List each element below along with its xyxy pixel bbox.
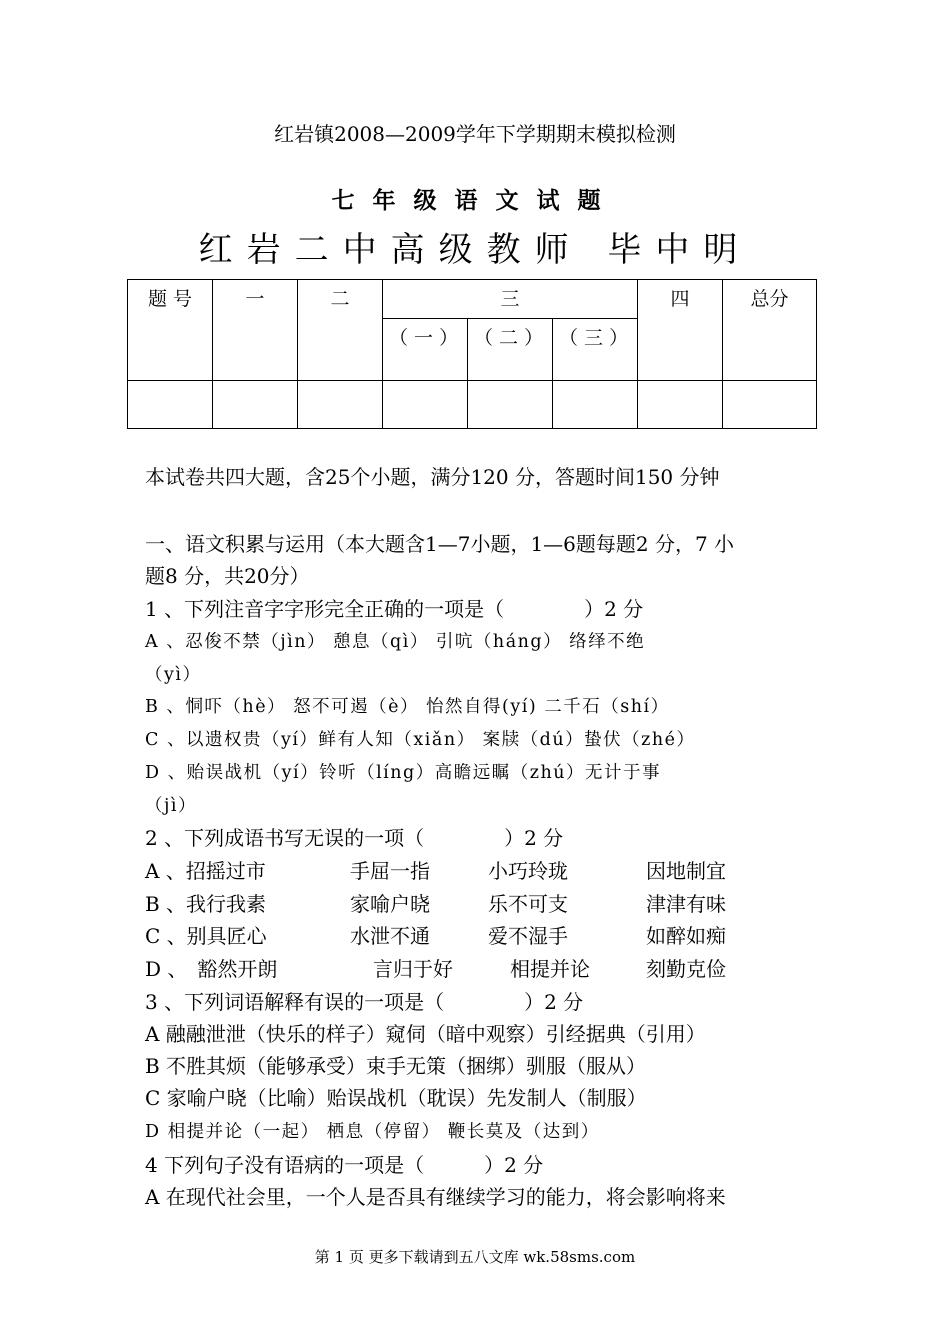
q2-option-c-3: 爱不湿手 <box>488 924 568 948</box>
exam-intro: 本试卷共四大题，含25个小题，满分120 分，答题时间150 分钟 <box>145 465 720 489</box>
q3-option-d: D 相提并论（一起） 栖息（停留） 鞭长莫及（达到） <box>145 1122 600 1142</box>
score-header-number: 题 号 <box>128 280 213 381</box>
q1-option-a-cont: （yì） <box>145 665 202 685</box>
q2-option-a-3: 小巧玲珑 <box>488 859 568 883</box>
exam-grade-title: 七年级语文试题 <box>331 187 619 214</box>
q2-option-c-2: 水泄不通 <box>350 924 430 948</box>
score-cell <box>298 381 383 429</box>
q3-option-b: B 不胜其烦（能够承受）束手无策（捆绑）驯服（服从） <box>145 1054 647 1078</box>
score-cell <box>213 381 298 429</box>
exam-author: 红岩二中高级教师 毕中明 <box>198 230 752 270</box>
section1-heading: 一、语文积累与运用（本大题含1—7小题，1—6题每题2 分，7 小 <box>145 532 735 556</box>
score-cell <box>383 381 468 429</box>
q4-option-a: A 在现代社会里，一个人是否具有继续学习的能力，将会影响将来 <box>145 1185 726 1209</box>
q2-option-row <box>145 923 726 949</box>
q3-stem: 3 、下列词语解释有误的一项是（ ）2 分 <box>145 990 584 1014</box>
q2-stem: 2 、下列成语书写无误的一项（ ）2 分 <box>145 826 564 850</box>
q3-option-c: C 家喻户晓（比喻）贻误战机（耽误）先发制人（制服） <box>145 1086 647 1110</box>
score-header-4: 四 <box>638 280 723 381</box>
q2-option-b-3: 乐不可支 <box>488 892 568 916</box>
score-header-3b: （ 二 ） <box>468 319 553 381</box>
q1-option-d-cont: （jì） <box>145 796 198 816</box>
q2-option-b-4: 津津有味 <box>646 892 726 916</box>
score-cell <box>638 381 723 429</box>
q2-option-d-1: D 、 豁然开朗 <box>145 957 278 981</box>
q2-option-c-1: C 、别具匠心 <box>145 924 267 948</box>
q2-option-row <box>145 891 726 917</box>
q1-option-a: A 、忍俊不禁（jìn） 憩息（qì） 引吭（háng） 络绎不绝 <box>145 632 646 652</box>
q2-option-d-3: 相提并论 <box>510 957 590 981</box>
q1-option-d: D 、贻误战机（yí）铃听（líng）高瞻远瞩（zhú）无计于事 <box>145 763 662 783</box>
score-table <box>127 279 817 429</box>
q2-option-b-1: B 、我行我素 <box>145 892 267 916</box>
q1-stem: 1 、下列注音字字形完全正确的一项是（ ）2 分 <box>145 597 644 621</box>
q2-option-row <box>145 858 726 884</box>
score-header-3a: （ 一 ） <box>383 319 468 381</box>
q2-option-d-2: 言归于好 <box>373 957 453 981</box>
score-cell <box>468 381 553 429</box>
score-header-3: 三 <box>383 280 638 319</box>
score-header-3c: （ 三 ） <box>553 319 638 381</box>
score-cell <box>128 381 213 429</box>
score-header-1: 一 <box>213 280 298 381</box>
q1-option-b: B 、恫吓（hè） 怒不可遏（è） 怡然自得(yí) 二千石（shí） <box>145 697 670 717</box>
q2-option-c-4: 如醉如痴 <box>646 924 726 948</box>
q2-option-a-4: 因地制宜 <box>646 859 726 883</box>
score-cell <box>723 381 817 429</box>
score-header-2: 二 <box>298 280 383 381</box>
q3-option-a: A 融融泄泄（快乐的样子）窥伺（暗中观察）引经据典（引用） <box>145 1022 706 1046</box>
q2-option-a-1: A 、招摇过市 <box>145 859 266 883</box>
exam-header-title: 红岩镇2008—2009学年下学期期末模拟检测 <box>274 122 676 146</box>
q2-option-a-2: 手屈一指 <box>350 859 430 883</box>
section1-heading-cont: 题8 分，共20分） <box>145 564 310 588</box>
q4-stem: 4 下列句子没有语病的一项是（ ）2 分 <box>145 1153 544 1177</box>
score-cell <box>553 381 638 429</box>
score-header-total: 总分 <box>723 280 817 381</box>
q2-option-b-2: 家喻户晓 <box>350 892 430 916</box>
q1-option-c: C 、以遗权贵（yí）鲜有人知（xiǎn） 案牍（dú）蛰伏（zhé） <box>145 730 696 750</box>
page-footer: 第 1 页 更多下载请到五八文库 wk.58sms.com <box>314 1248 636 1266</box>
q2-option-row <box>145 956 726 982</box>
q2-option-d-4: 刻勤克俭 <box>646 957 726 981</box>
